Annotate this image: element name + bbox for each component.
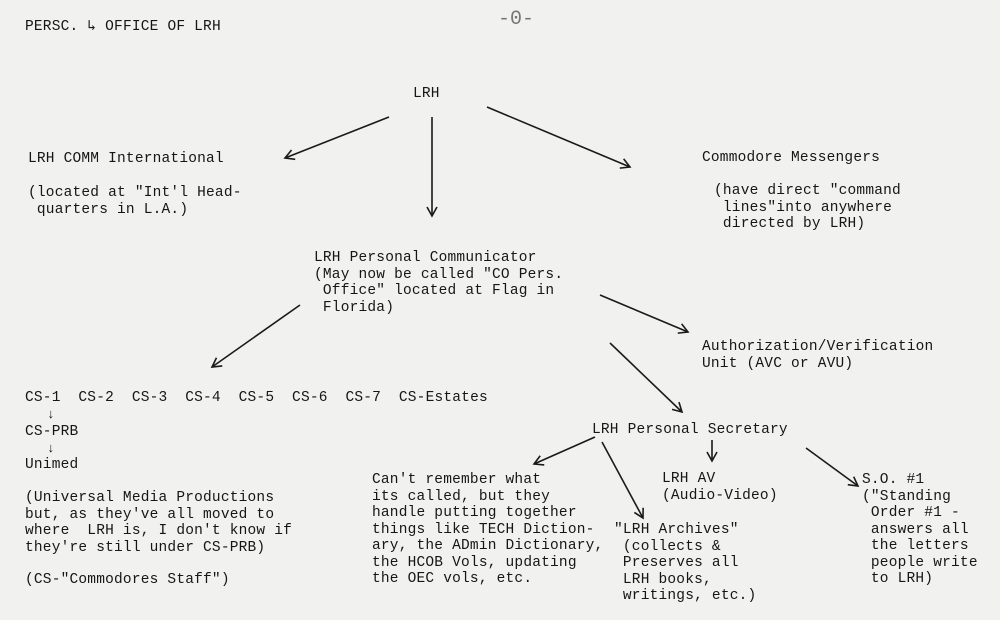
arrow-secretary-to-so1 [806, 448, 858, 486]
node-cs-row: CS-1 CS-2 CS-3 CS-4 CS-5 CS-6 CS-7 CS-Estates [25, 390, 488, 406]
arrow-lrh-to-messengers [487, 107, 630, 167]
unimed-note: (Universal Media Productions but, as they've all moved to where LRH is, I don't know if they're still under CS-PRB) [25, 490, 293, 556]
cs-note: (CS-"Commodores Staff") [25, 572, 230, 588]
page-mark: -0- [498, 8, 535, 31]
node-avu: Authorization/Verification Unit (AVC or AVU) [702, 339, 934, 372]
node-unimed: Unimed [25, 457, 79, 473]
arrow-communicator-to-avu [600, 295, 688, 332]
node-personal-secretary: LRH Personal Secretary [592, 422, 788, 438]
arrow-communicator-to-cs [212, 305, 300, 367]
down-arrow-icon: ↓ [47, 407, 56, 422]
node-lrh-av: LRH AV (Audio-Video) [662, 471, 778, 504]
messengers-note: (have direct "command lines"into anywhere directed by LRH) [714, 183, 901, 232]
node-cs-prb: CS-PRB [25, 424, 79, 440]
arrow-secretary-to-archives [602, 442, 643, 518]
arrow-secretary-to-dictionary [534, 437, 595, 464]
node-dictionary-unit: Can't remember what its called, but they handle putting together things like TECH Diction- ary, the ADmin Dictionary, the HCOB Vols, updating the OEC vols, etc. [372, 472, 604, 587]
down-arrow-icon: ↓ [47, 441, 56, 456]
page-title: PERSC. ↳ OFFICE OF LRH [25, 19, 221, 35]
node-so1: S.O. #1 ("Standing Order #1 - answers all the letters people write to LRH) [862, 472, 978, 587]
node-commodore-messengers: Commodore Messengers [702, 150, 881, 166]
node-personal-communicator: LRH Personal Communicator (May now be called "CO Pers. Office" located at Flag in Florida) [314, 250, 564, 316]
node-lrh: LRH [413, 86, 440, 102]
node-lrh-archives: "LRH Archives" (collects & Preserves all LRH books, writings, etc.) [614, 522, 757, 604]
arrow-communicator-to-secretary [610, 343, 682, 412]
node-comm-international: LRH COMM International [28, 151, 224, 167]
arrow-lrh-to-comm [285, 117, 389, 158]
comm-international-note: (located at "Int'l Head- quarters in L.A.) [28, 185, 242, 218]
